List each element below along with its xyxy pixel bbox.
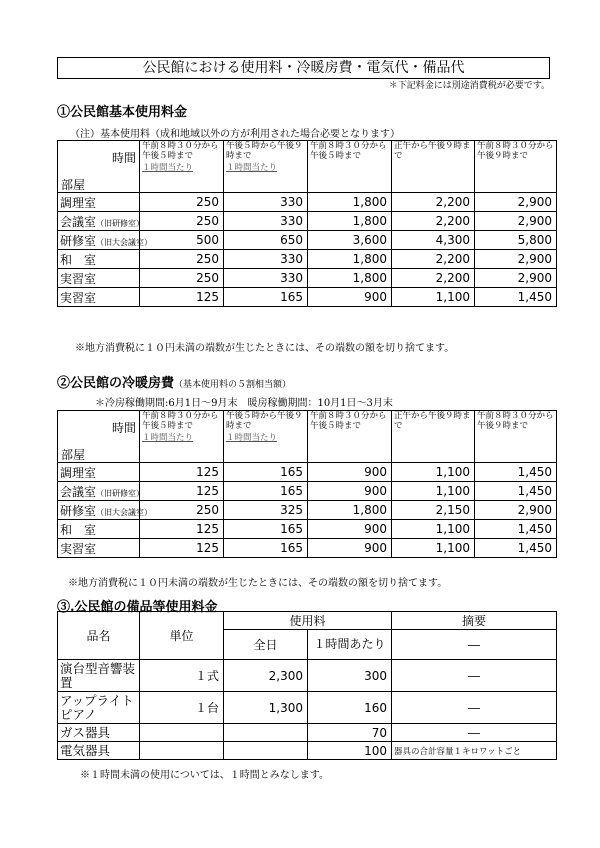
per-hour-label: １時間当たり bbox=[142, 163, 194, 173]
table-row bbox=[58, 231, 557, 250]
room-name: 研修室（旧大会議室） bbox=[58, 501, 140, 520]
fee-cell: 125 bbox=[140, 482, 224, 501]
col-header: 午前８時３０分から午後５時まで １時間当たり bbox=[140, 411, 224, 463]
fee-cell: 2,150 bbox=[392, 501, 475, 520]
room-name: 調理室 bbox=[58, 463, 140, 482]
room-name: 実習室 bbox=[58, 269, 140, 288]
room-name: 会議室（旧研修室） bbox=[58, 212, 140, 231]
note-cell: ― bbox=[392, 660, 557, 692]
fee-cell: 900 bbox=[308, 463, 392, 482]
col-header: 午前８時３０分から午後５時まで １時間当たり bbox=[140, 141, 224, 193]
hourly-fee: 70 bbox=[308, 724, 392, 742]
fee-cell: 900 bbox=[308, 482, 392, 501]
fee-cell: 1,450 bbox=[475, 482, 557, 501]
unit-cell: １式 bbox=[140, 660, 224, 692]
fee-cell: 125 bbox=[140, 539, 224, 558]
unit-cell: １台 bbox=[140, 692, 224, 724]
corner-cell bbox=[58, 411, 140, 463]
per-hour-label: １時間当たり bbox=[226, 163, 278, 173]
fee-cell: 5,800 bbox=[475, 231, 557, 250]
allday-header: 全日 bbox=[224, 630, 308, 660]
fee-cell: 1,800 bbox=[308, 501, 392, 520]
fee-cell: 1,100 bbox=[392, 539, 475, 558]
room-name: 調理室 bbox=[58, 193, 140, 212]
col-header: 午前８時３０分から午後５時まで bbox=[308, 411, 392, 463]
fee-cell: 1,100 bbox=[392, 520, 475, 539]
allday-fee bbox=[224, 724, 308, 742]
fee-cell: 2,900 bbox=[475, 250, 557, 269]
allday-fee: 2,300 bbox=[224, 660, 308, 692]
fee-cell: 500 bbox=[140, 231, 224, 250]
col-header: 正午から午後９時まで bbox=[392, 411, 475, 463]
fee-header: 使用料 bbox=[224, 612, 392, 630]
item-name: ガス器具 bbox=[58, 724, 140, 742]
section1-body bbox=[58, 193, 557, 307]
fee-cell: 330 bbox=[224, 250, 308, 269]
fee-cell: 250 bbox=[140, 193, 224, 212]
fee-cell: 165 bbox=[224, 463, 308, 482]
fee-cell: 4,300 bbox=[392, 231, 475, 250]
fee-cell: 250 bbox=[140, 501, 224, 520]
note-cell: ― bbox=[392, 724, 557, 742]
fee-cell: 2,900 bbox=[475, 501, 557, 520]
note-cell: 器具の合計容量１キロワットごと bbox=[392, 742, 557, 760]
fee-cell: 2,200 bbox=[392, 269, 475, 288]
fee-cell: 3,600 bbox=[308, 231, 392, 250]
fee-cell: 250 bbox=[140, 212, 224, 231]
time-label: 時間 bbox=[111, 151, 136, 165]
room-name: 和 室 bbox=[58, 250, 140, 269]
section2-heading: ②公民館の冷暖房費（基本使用料の５割相当額） bbox=[57, 376, 292, 391]
fee-cell: 2,200 bbox=[392, 250, 475, 269]
fee-cell: 1,450 bbox=[475, 463, 557, 482]
table-row bbox=[58, 742, 557, 760]
fee-cell: 2,900 bbox=[475, 193, 557, 212]
section3-footnote: ※１時間未満の使用については、１時間とみなします。 bbox=[80, 770, 329, 781]
section3-heading: ③.公民館の備品等使用料金 bbox=[57, 600, 218, 615]
per-hour-label: １時間当たり bbox=[226, 433, 278, 443]
fee-cell: 1,800 bbox=[308, 250, 392, 269]
fee-cell: 330 bbox=[224, 193, 308, 212]
fee-cell: 1,100 bbox=[392, 463, 475, 482]
hourly-fee: 300 bbox=[308, 660, 392, 692]
unit-cell bbox=[140, 724, 224, 742]
section2-period: ＊冷房稼働期間:6月1日～9月末 暖房稼働期間：10月1日～3月末 bbox=[95, 398, 393, 409]
section1-heading: ①公民館基本使用料金 bbox=[57, 105, 188, 120]
fee-cell: 2,200 bbox=[392, 193, 475, 212]
table-row bbox=[58, 269, 557, 288]
fee-cell: 1,800 bbox=[308, 212, 392, 231]
time-label: 時間 bbox=[111, 421, 136, 435]
section2-body bbox=[58, 463, 557, 558]
note-cell: ― bbox=[392, 692, 557, 724]
fee-cell: 900 bbox=[308, 539, 392, 558]
fee-cell: 2,200 bbox=[392, 212, 475, 231]
table-row bbox=[58, 482, 557, 501]
table-row bbox=[58, 539, 557, 558]
per-hour-header: １時間あたり bbox=[308, 630, 392, 660]
fee-cell: 1,450 bbox=[475, 520, 557, 539]
page-title: 公民館における使用料・冷暖房費・電気代・備品代 bbox=[57, 57, 550, 79]
room-label: 部屋 bbox=[61, 448, 86, 462]
fee-cell: 1,100 bbox=[392, 288, 475, 307]
col-header: 午前８時３０分から午後５時まで bbox=[308, 141, 392, 193]
col-header: 午前８時３０分から午後９時まで bbox=[475, 141, 557, 193]
fee-cell: 165 bbox=[224, 539, 308, 558]
item-header: 品名 bbox=[58, 612, 140, 660]
allday-fee bbox=[224, 742, 308, 760]
fee-cell: 2,900 bbox=[475, 269, 557, 288]
fee-cell: 325 bbox=[224, 501, 308, 520]
fee-cell: 900 bbox=[308, 288, 392, 307]
section3-table bbox=[57, 611, 557, 760]
tax-note: ＊下記料金には別途消費税が必要です。 bbox=[388, 81, 550, 91]
table-row bbox=[58, 724, 557, 742]
section1-footnote: ※地方消費税に１０円未満の端数が生じたときには、その端数の額を切り捨てます。 bbox=[75, 343, 455, 354]
table-row bbox=[58, 250, 557, 269]
fee-cell: 250 bbox=[140, 269, 224, 288]
table-row bbox=[58, 193, 557, 212]
table-row bbox=[58, 288, 557, 307]
room-name: 会議室（旧研修室） bbox=[58, 482, 140, 501]
fee-cell: 125 bbox=[140, 463, 224, 482]
col-header: 午前８時３０分から午後９時まで bbox=[475, 411, 557, 463]
unit-header: 単位 bbox=[140, 612, 224, 660]
hourly-fee: 100 bbox=[308, 742, 392, 760]
fee-cell: 165 bbox=[224, 288, 308, 307]
section2-table bbox=[57, 410, 557, 558]
fee-cell: 165 bbox=[224, 482, 308, 501]
fee-cell: 165 bbox=[224, 520, 308, 539]
fee-cell: 1,450 bbox=[475, 288, 557, 307]
fee-cell: 330 bbox=[224, 269, 308, 288]
table-row bbox=[58, 212, 557, 231]
col-header: 正午から午後９時まで bbox=[392, 141, 475, 193]
section2-footnote: ※地方消費税に１０円未満の端数が生じたときには、その端数の額を切り捨てます。 bbox=[68, 578, 448, 589]
fee-cell: 330 bbox=[224, 212, 308, 231]
section2-header-row bbox=[58, 411, 557, 463]
corner-cell bbox=[58, 141, 140, 193]
item-name: 演台型音響装置 bbox=[58, 660, 140, 692]
fee-cell: 1,450 bbox=[475, 539, 557, 558]
room-name: 研修室（旧大会議室） bbox=[58, 231, 140, 250]
room-name: 実習室 bbox=[58, 288, 140, 307]
table-row bbox=[58, 520, 557, 539]
table-row bbox=[58, 692, 557, 724]
col-header: 午後５時から午後９時まで １時間当たり bbox=[224, 141, 308, 193]
fee-cell: 650 bbox=[224, 231, 308, 250]
col-header: 午後５時から午後９時まで １時間当たり bbox=[224, 411, 308, 463]
room-name: 和 室 bbox=[58, 520, 140, 539]
table-row bbox=[58, 660, 557, 692]
section2-heading-small: （基本使用料の５割相当額） bbox=[174, 380, 292, 390]
fee-cell: 900 bbox=[308, 520, 392, 539]
fee-cell: 1,100 bbox=[392, 482, 475, 501]
per-hour-label: １時間当たり bbox=[142, 433, 194, 443]
fee-cell: 1,800 bbox=[308, 193, 392, 212]
section1-table bbox=[57, 140, 557, 307]
allday-fee: 1,300 bbox=[224, 692, 308, 724]
fee-cell: 250 bbox=[140, 250, 224, 269]
section3-body bbox=[58, 660, 557, 760]
table-row bbox=[58, 463, 557, 482]
note-header: 摘要 bbox=[392, 612, 557, 630]
fee-cell: 125 bbox=[140, 288, 224, 307]
table-row bbox=[58, 501, 557, 520]
room-label: 部屋 bbox=[61, 178, 86, 192]
section1-header-row bbox=[58, 141, 557, 193]
item-name: アップライトピアノ bbox=[58, 692, 140, 724]
room-name: 実習室 bbox=[58, 539, 140, 558]
fee-cell: 2,900 bbox=[475, 212, 557, 231]
note-dash: ― bbox=[392, 630, 557, 660]
item-name: 電気器具 bbox=[58, 742, 140, 760]
fee-cell: 125 bbox=[140, 520, 224, 539]
fee-cell: 1,800 bbox=[308, 269, 392, 288]
hourly-fee: 160 bbox=[308, 692, 392, 724]
unit-cell bbox=[140, 742, 224, 760]
section1-note: （注）基本使用料（成和地域以外の方が利用された場合必要となります） bbox=[70, 129, 400, 140]
